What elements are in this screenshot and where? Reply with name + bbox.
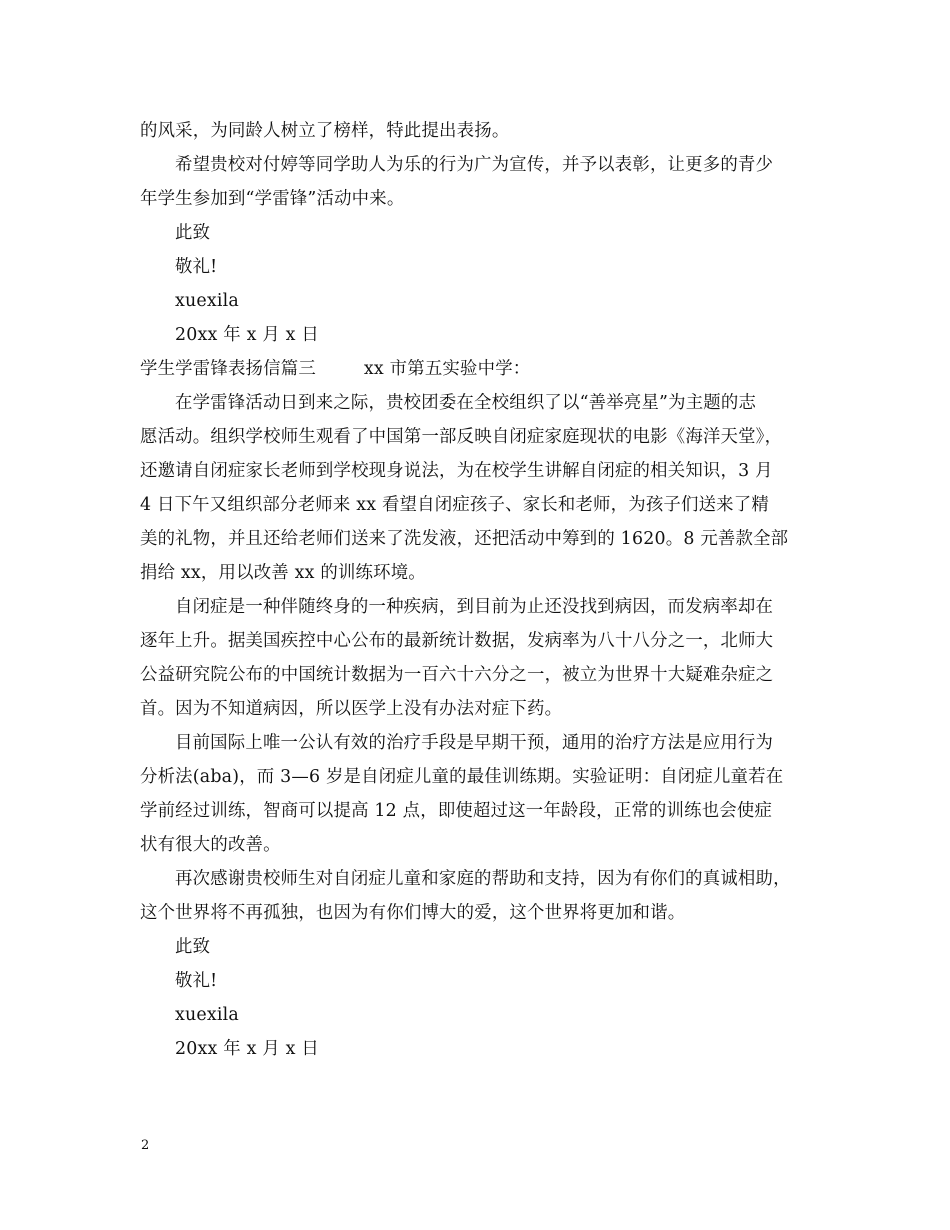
paragraph-line: 公益研究院公布的中国统计数据为一百六十六分之一，被立为世界十大疑难杂症之 [140,665,774,685]
salutation-line: 此致 [175,223,211,243]
paragraph-line: 分析法(aba)，而 3—6 岁是自闭症儿童的最佳训练期。实验证明：自闭症儿童若在 [140,767,784,787]
paragraph-line: 的风采，为同龄人树立了榜样，特此提出表扬。 [140,121,510,141]
paragraph-line: 在学雷锋活动日到来之际，贵校团委在全校组织了以“善举亮星”为主题的志 [175,393,757,413]
paragraph-line: 再次感谢贵校师生对自闭症儿童和家庭的帮助和支持，因为有你们的真诚相助， [175,869,791,889]
section-heading [140,352,814,386]
paragraph-line: 逐年上升。据美国疾控中心公布的最新统计数据，发病率为八十八分之一，北师大 [140,631,774,651]
page-number: 2 [141,1138,150,1153]
salutation-line: 敬礼! [175,971,218,991]
paragraph-line: 学前经过训练，智商可以提高 12 点，即使超过这一年龄段，正常的训练也会使症 [140,801,773,821]
paragraph-line: 希望贵校对付婷等同学助人为乐的行为广为宣传，并予以表彰，让更多的青少 [175,155,774,175]
paragraph-line: 美的礼物，并且还给老师们送来了洗发液，还把活动中筹到的 1620。8 元善款全部 [140,529,789,549]
letter-body [140,114,814,1066]
paragraph-line: 年学生参加到“学雷锋”活动中来。 [140,189,405,209]
paragraph-line: 4 日下午又组织部分老师来 xx 看望自闭症孩子、家长和老师，为孩子们送来了精 [140,495,769,515]
paragraph-line: 自闭症是一种伴随终身的一种疾病，到目前为止还没找到病因，而发病率却在 [175,597,774,617]
date-line: 20xx 年 x 月 x 日 [175,325,319,345]
salutation-line: 此致 [175,937,211,957]
date-line: 20xx 年 x 月 x 日 [175,1039,319,1059]
paragraph-line: 目前国际上唯一公认有效的治疗手段是早期干预，通用的治疗方法是应用行为 [175,733,774,753]
paragraph-line: 捐给 xx，用以改善 xx 的训练环境。 [140,563,426,583]
paragraph-line: 还邀请自闭症家长老师到学校现身说法，为在校学生讲解自闭症的相关知识，3 月 [140,461,773,481]
heading-title: 学生学雷锋表扬信篇三 [140,359,316,379]
heading-recipient: xx 市第五实验中学： [363,359,531,379]
paragraph-line: 这个世界将不再孤独，也因为有你们博大的爱，这个世界将更加和谐。 [140,903,686,923]
salutation-line: 敬礼! [175,257,218,277]
signature-line: xuexila [175,1005,239,1025]
paragraph-line: 状有很大的改善。 [140,835,281,855]
paragraph-line: 愿活动。组织学校师生观看了中国第一部反映自闭症家庭现状的电影《海洋天堂》， [140,427,783,447]
signature-line: xuexila [175,291,239,311]
paragraph-line: 首。因为不知道病因，所以医学上没有办法对症下药。 [140,699,563,719]
